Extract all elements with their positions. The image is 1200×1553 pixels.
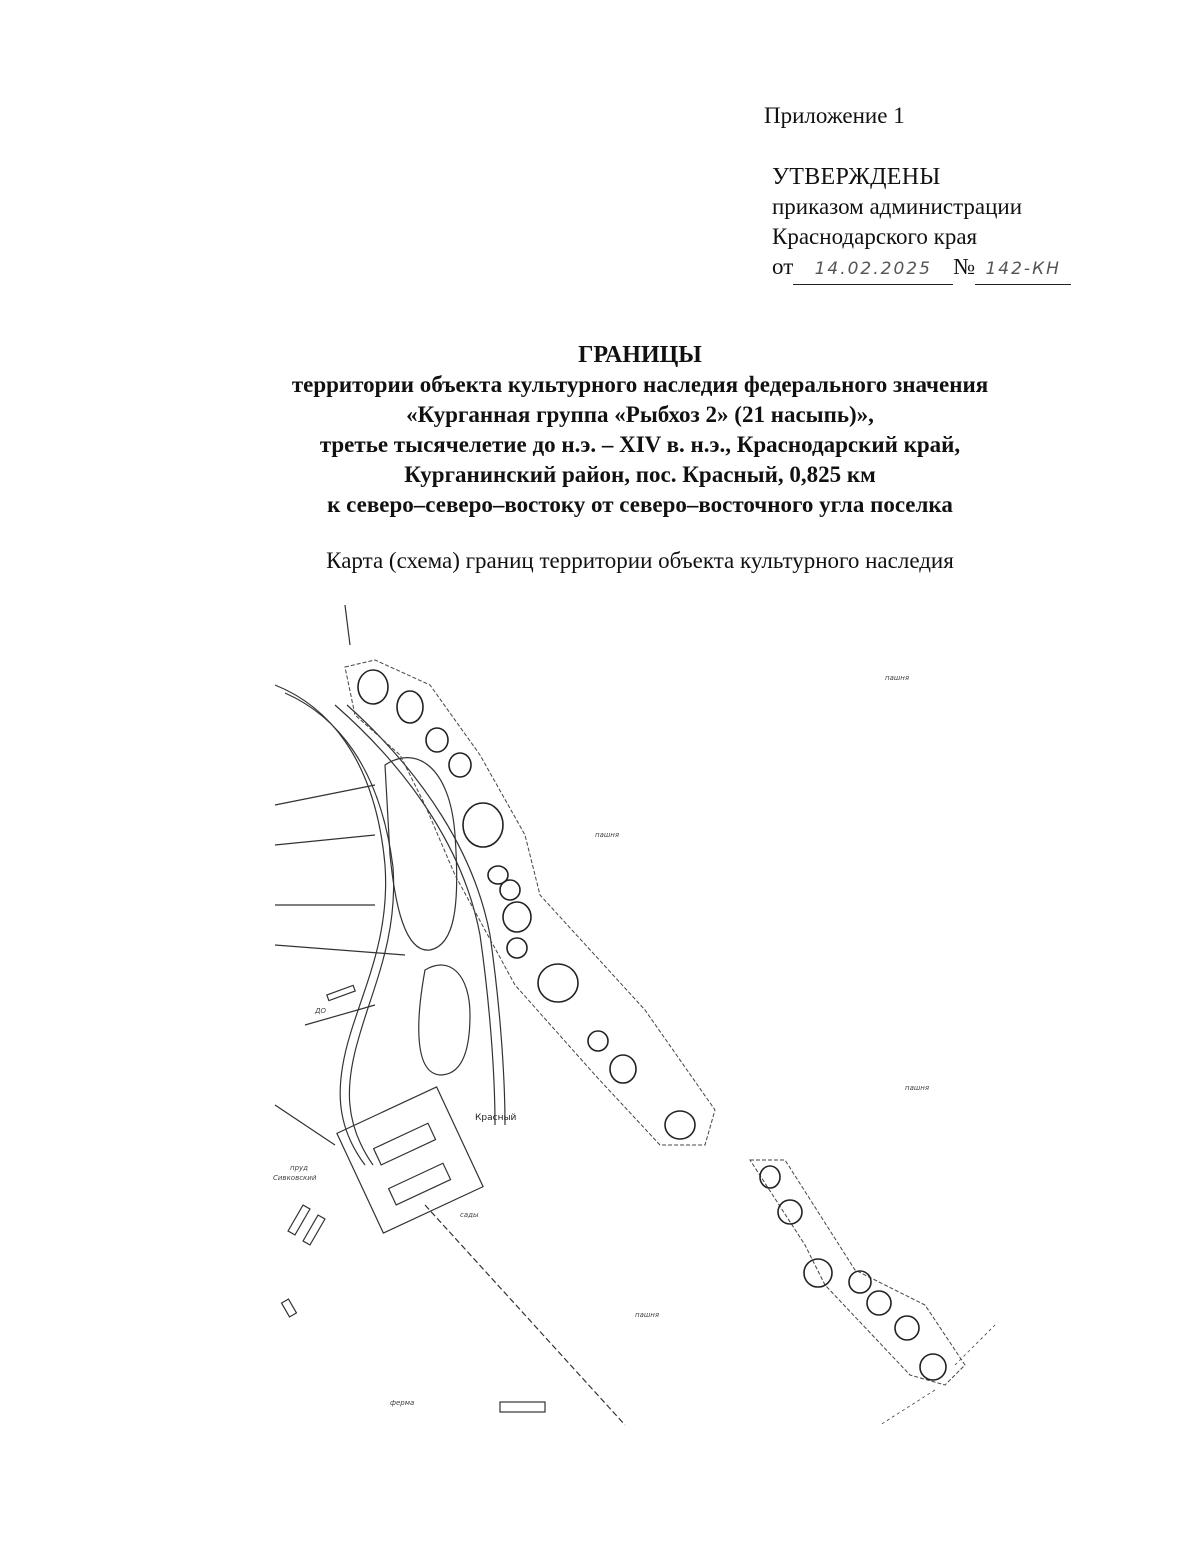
heading-line-4: Курганинский район, пос. Красный, 0,825 км [404,462,876,487]
heading-title: ГРАНИЦЫ [578,342,702,368]
approval-date-line [772,252,1071,285]
label-prud: пруд [290,1164,309,1172]
mound-17 [849,1271,871,1293]
mound-15 [778,1200,802,1224]
field-line [275,1105,335,1145]
pond-1 [385,758,457,950]
mound-10 [538,964,578,1002]
mound-1 [358,670,388,704]
canal-line-2 [285,693,394,1165]
boundary-ext [955,1325,995,1365]
number-handwritten: 142-КН [975,254,1071,285]
label-prud-name: Сивковский [273,1174,317,1182]
mound-11 [588,1031,608,1051]
road-north [345,605,350,645]
mound-19 [895,1316,919,1340]
mound-14 [760,1166,780,1188]
building [282,1299,297,1317]
mound-3 [426,728,448,752]
boundary-south [750,1160,965,1385]
building [374,1123,436,1165]
number-prefix: № [953,254,976,279]
map-caption: Карта (схема) границ территории объекта культурного наследия [326,548,954,573]
heading-line-3: третье тысячелетие до н.э. – XIV в. н.э., Краснодарский край, [319,432,961,457]
label-pashnya-3: пашня [905,1084,930,1092]
approval-line-1: приказом администрации [772,194,1023,219]
heading-line-1: территории объекта культурного наследия федерального значения [291,372,989,397]
mound-7 [500,880,520,900]
approval-block [772,162,1071,285]
boundary-north [345,660,715,1145]
date-prefix: от [772,254,794,279]
date-handwritten: 14.02.2025 [793,254,953,285]
mound-18 [867,1291,891,1315]
canal-line [275,685,386,1165]
boundary-map [265,605,1015,1435]
road-se [425,1205,625,1425]
building [288,1205,310,1235]
mound-8 [503,902,531,932]
label-town: Красный [475,1113,517,1123]
map-drawing [265,605,1015,1435]
approval-title: УТВЕРЖДЕНЫ [772,164,941,190]
mound-16 [804,1259,832,1287]
mound-20 [920,1354,946,1380]
mound-5 [463,803,503,847]
label-pashnya-4: пашня [635,1311,660,1319]
mound-4 [449,753,471,777]
building [389,1163,451,1205]
building [327,985,355,1000]
mound-12 [610,1055,636,1083]
label-pashnya-1: пашня [885,674,910,682]
approval-line-2: Краснодарского края [772,224,978,249]
road-inner [347,705,505,1125]
label-ferma: ферма [390,1399,415,1407]
mound-9 [507,938,527,958]
field-line [275,785,375,805]
pond-2 [419,965,470,1075]
document-heading [100,340,1180,520]
field-line [275,835,375,845]
label-pashnya-2: пашня [595,831,620,839]
boundary-ext [880,1390,935,1425]
label-do: ДО [315,1007,326,1015]
appendix-label: Приложение 1 [764,103,905,128]
heading-line-2: «Курганная группа «Рыбхоз 2» (21 насыпь)», [406,402,874,427]
building [500,1402,545,1412]
building [303,1215,325,1245]
mound-2 [397,691,423,723]
label-sady: сады [460,1211,479,1219]
mound-13 [665,1111,695,1139]
heading-line-5: к северо–северо–востоку от северо–восточного угла поселка [327,492,953,517]
